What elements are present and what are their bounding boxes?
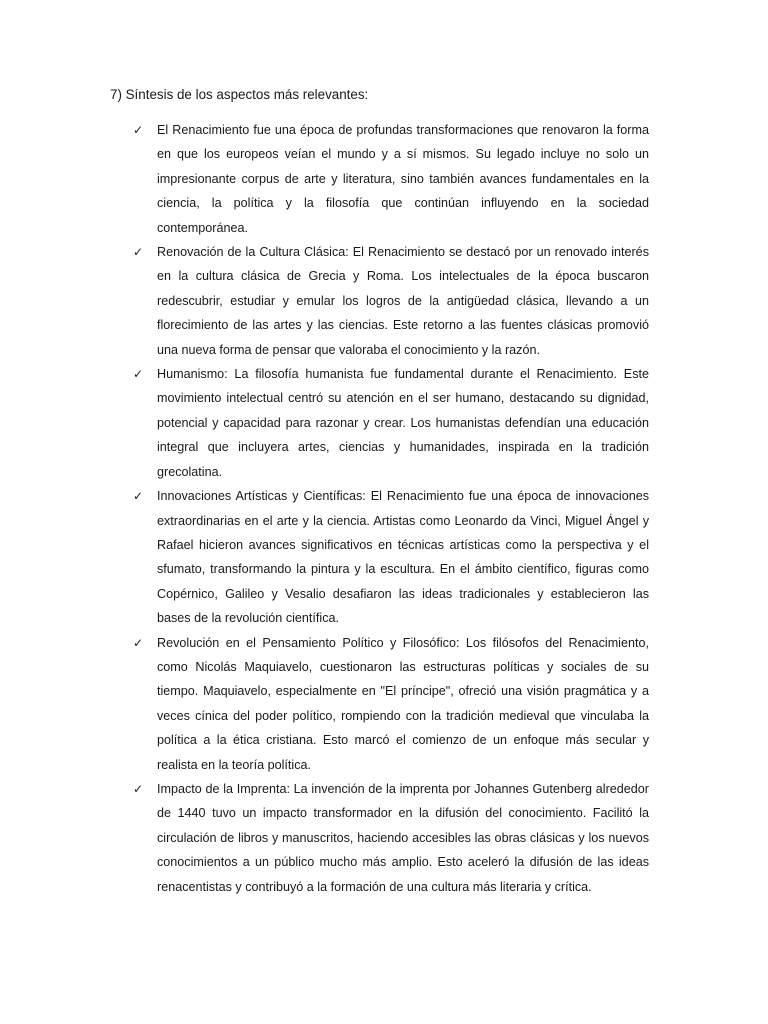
check-mark-icon: ✓ (133, 123, 144, 137)
list-item (133, 484, 649, 630)
check-mark-icon: ✓ (133, 245, 144, 260)
check-mark-icon: ✓ (133, 489, 144, 504)
list-item (133, 777, 649, 899)
summary-list (133, 118, 649, 899)
check-mark-icon: ✓ (133, 367, 144, 382)
list-item (133, 118, 649, 240)
list-item (133, 240, 649, 362)
list-item (133, 631, 649, 777)
check-mark-icon: ✓ (133, 635, 144, 650)
list-item-text: Revolución en el Pensamiento Político y Filosófico: Los filósofos del Renacimiento, como Nicolás Maquiavelo, cuestionaron las estructuras políticas y sociales de su tiempo. Maquiavelo, especialmente en "El príncipe", ofreció una visión pragmática y a veces cínica del poder político, rompiendo con la tradición medieval que vinculaba la política a la ética cristiana. Esto marcó el comienzo de un enfoque más secular y realista en la teoría política. (157, 635, 649, 772)
check-mark-icon: ✓ (133, 781, 144, 796)
list-item-text: Innovaciones Artísticas y Científicas: El Renacimiento fue una época de innovaciones extraordinarias en el arte y la ciencia. Artistas como Leonardo da Vinci, Miguel Ángel y Rafael hicieron avances significativos en técnicas artísticas como la perspectiva y el sfumato, transformando la pintura y la escultura. En el ámbito científico, figuras como Copérnico, Galileo y Vesalio desafiaron las ideas tradicionales y establecieron las bases de la revolución científica. (157, 489, 649, 626)
section-heading: 7) Síntesis de los aspectos más relevantes: (110, 87, 369, 102)
list-item-text: Humanismo: La filosofía humanista fue fundamental durante el Renacimiento. Este movimiento intelectual centró su atención en el ser humano, destacando su dignidad, potencial y capacidad para razonar y crear. Los humanistas defendían una educación integral que incluyera artes, ciencias y humanidades, inspirada en la tradición grecolatina. (157, 367, 649, 479)
list-item-text: Renovación de la Cultura Clásica: El Renacimiento se destacó por un renovado interés en la cultura clásica de Grecia y Roma. Los intelectuales de la época buscaron redescubrir, estudiar y emular los logros de la antigüedad clásica, llevando a un florecimiento de las artes y las ciencias. Este retorno a las fuentes clásicas promovió una nueva forma de pensar que valoraba el conocimiento y la razón. (157, 245, 649, 357)
list-item-text: Impacto de la Imprenta: La invención de la imprenta por Johannes Gutenberg alrededor de 1440 tuvo un impacto transformador en la difusión del conocimiento. Facilitó la circulación de libros y manuscritos, haciendo accesibles las obras clásicas y los nuevos conocimientos a un público mucho más amplio. Esto aceleró la difusión de las ideas renacentistas y contribuyó a la formación de una cultura más literaria y crítica. (157, 781, 649, 894)
list-item (133, 362, 649, 484)
list-item-text: El Renacimiento fue una época de profundas transformaciones que renovaron la forma en que los europeos veían el mundo y a sí mismos. Su legado incluye no solo un impresionante corpus de arte y literatura, sino también avances fundamentales en la ciencia, la política y la filosofía que continúan influyendo en la sociedad contemporánea. (157, 123, 649, 235)
